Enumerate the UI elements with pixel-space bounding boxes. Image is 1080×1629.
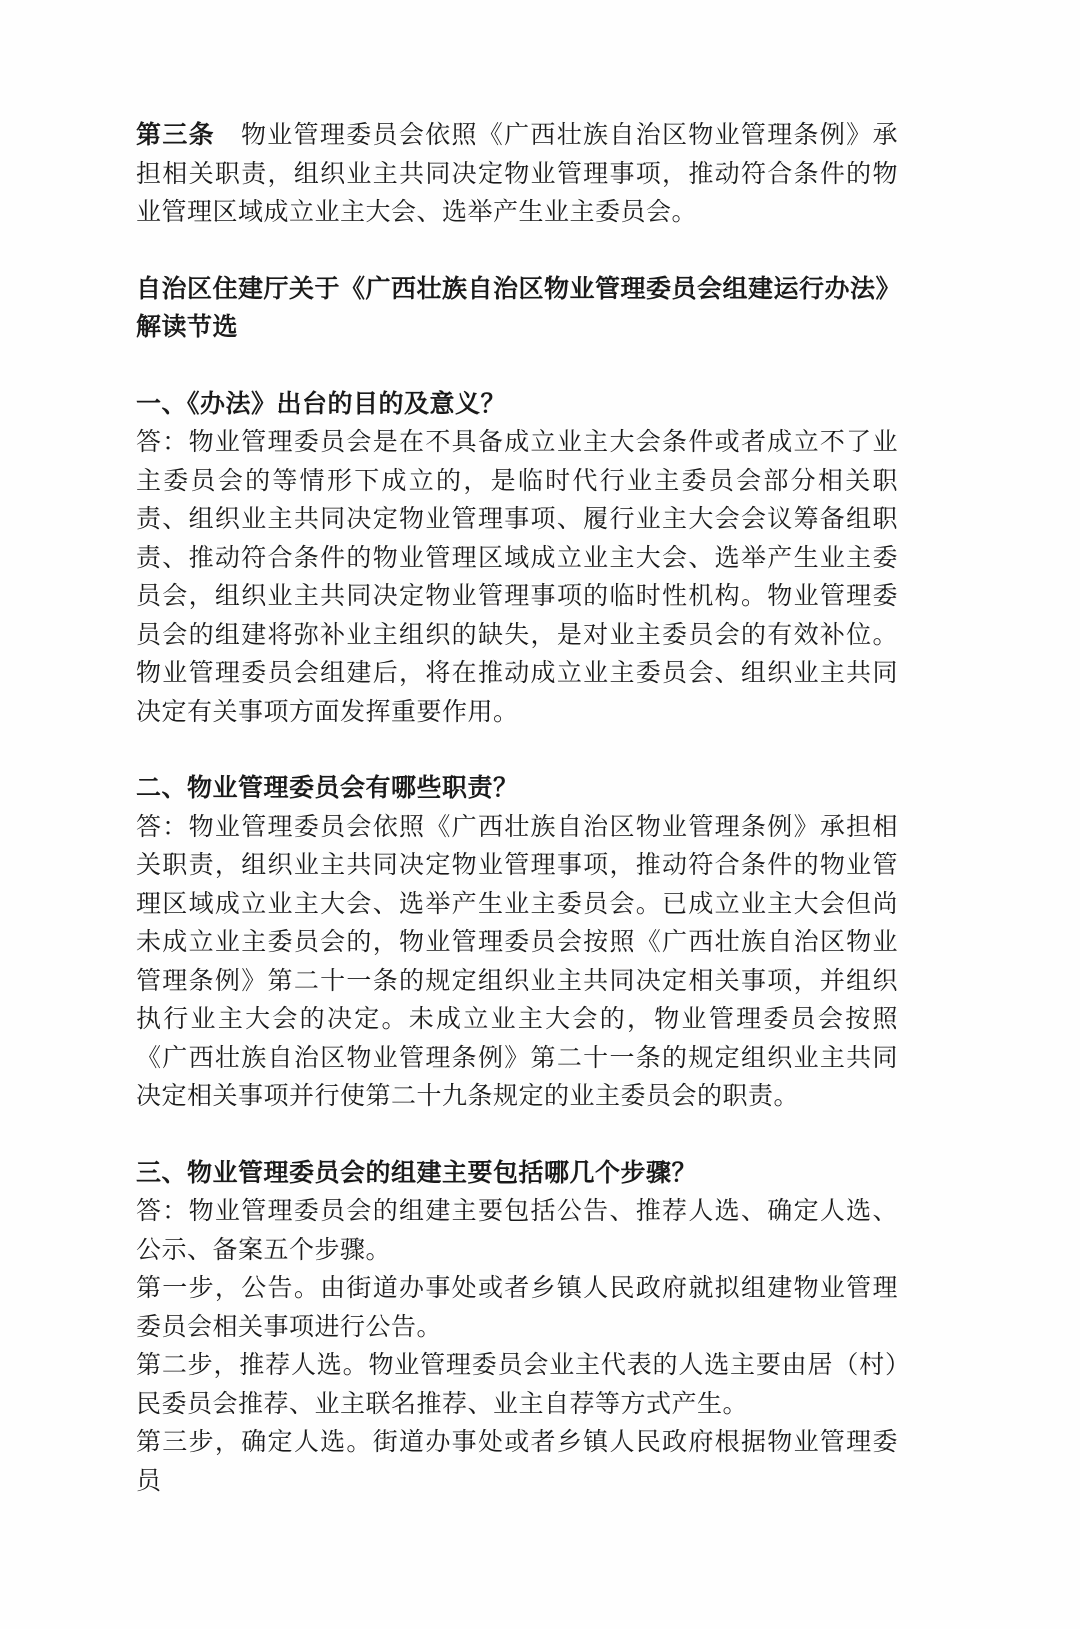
document-content (136, 116, 902, 1500)
spacer (136, 731, 898, 769)
question-2: 二、物业管理委员会有哪些职责？ (136, 773, 519, 802)
article-text: 物业管理委员会依照《广西壮族自治区物业管理条例》承担相关职责，组织业主共同决定物业管理事项，推动符合条件的物业管理区域成立业主大会、选举产生业主委员会。 (136, 120, 898, 226)
article-paragraph (136, 116, 898, 232)
section-title-line1: 自治区住建厅关于《广西壮族自治区物业管理委员会组建运行办法》 (136, 273, 902, 303)
spacer (136, 232, 898, 270)
answer-1: 答：物业管理委员会是在不具备成立业主大会条件或者成立不了业主委员会的等情形下成立的，是临时代行业主委员会部分相关职责、组织业主共同决定物业管理事项、履行业主大会会议筹备组职责、推动符合条件的物业管理区域成立业主大会、选举产生业主委员会，组织业主共同决定物业管理事项的临时性机构。物业管理委员会的组建将弥补业主组织的缺失，是对业主委员会的有效补位。物业管理委员会组建后，将在推动成立业主委员会、组织业主共同决定有关事项方面发挥重要作用。 (136, 427, 898, 726)
section-title-line2: 解读节选 (136, 312, 239, 341)
question-1: 一、《办法》出台的目的及意义？ (136, 388, 507, 418)
question-3: 三、物业管理委员会的组建主要包括哪几个步骤？ (136, 1157, 698, 1187)
step-1: 第一步，公告。由街道办事处或者乡镇人民政府就拟组建物业管理委员会相关事项进行公告。 (136, 1273, 898, 1341)
answer-2: 答：物业管理委员会依照《广西壮族自治区物业管理条例》承担相关职责，组织业主共同决定物业管理事项，推动符合条件的物业管理区域成立业主大会、选举产生业主委员会。已成立业主大会但尚未成立业主委员会的，物业管理委员会按照《广西壮族自治区物业管理条例》第二十一条的规定组织业主共同决定相关事项，并组织执行业主大会的决定。未成立业主大会的，物业管理委员会按照《广西壮族自治区物业管理条例》第二十一条的规定组织业主共同决定相关事项并行使第二十九条规定的业主委员会的职责。 (136, 811, 898, 1110)
step-2: 第二步，推荐人选。物业管理委员会业主代表的人选主要由居（村）民委员会推荐、业主联名推荐、业主自荐等方式产生。 (136, 1350, 898, 1418)
spacer (136, 347, 898, 385)
article-label: 第三条 (136, 120, 215, 149)
answer-3: 答：物业管理委员会的组建主要包括公告、推荐人选、确定人选、公示、备案五个步骤。 (136, 1196, 898, 1264)
step-3: 第三步，确定人选。街道办事处或者乡镇人民政府根据物业管理委员 (136, 1427, 898, 1495)
spacer (136, 1116, 898, 1154)
